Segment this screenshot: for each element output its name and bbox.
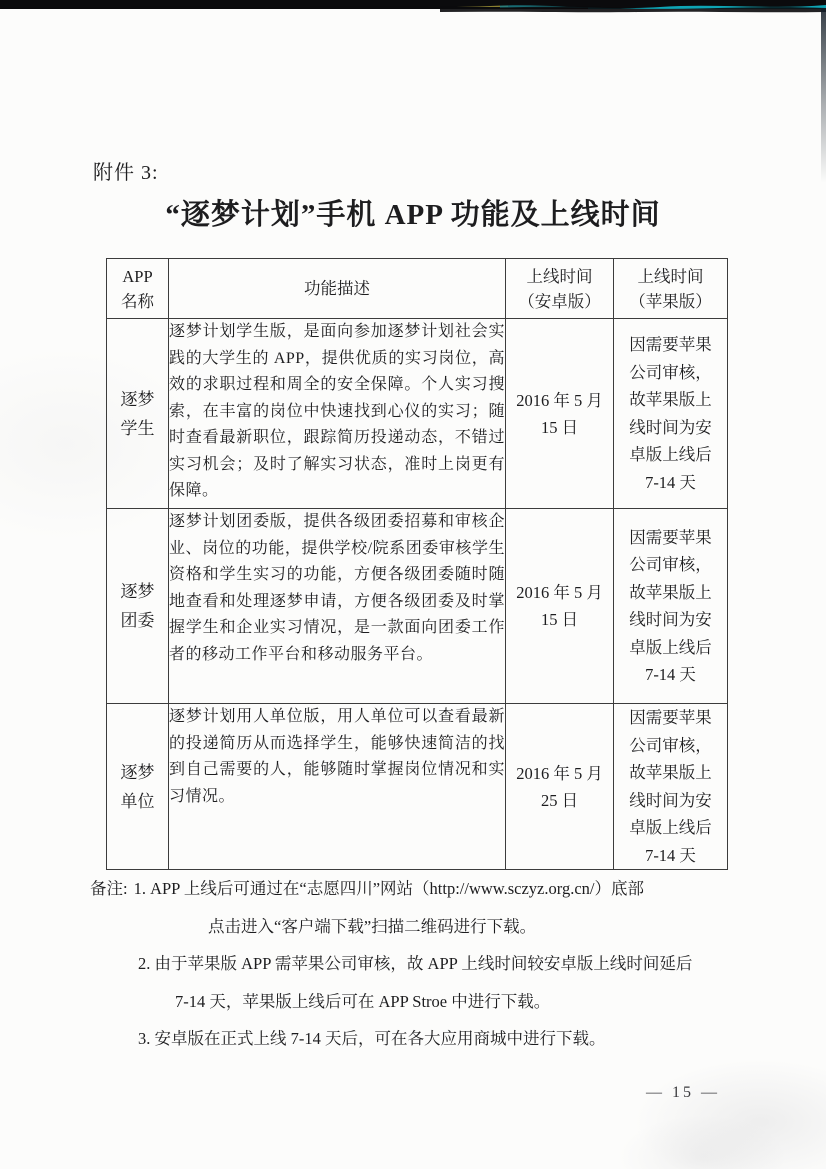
table-header-row bbox=[107, 259, 728, 319]
ios-note-line: 卓版上线后 bbox=[629, 818, 712, 837]
note-line-2: 点击进入“客户端下载”扫描二维码进行下载。 bbox=[208, 916, 537, 936]
description-cell: 逐梦计划学生版，是面向参加逐梦计划社会实践的大学生的 APP，提供优质的实习岗位，高效的求职过程和周全的安全保障。个人实习搜索，在丰富的岗位中快速找到心仪的实习；随时查看最新职位，跟踪简历投递动态，不错过实习机会；及时了解实习状态，准时上岗更有保障。 bbox=[169, 319, 506, 509]
ios-note-line: 7-14 天 bbox=[645, 665, 696, 684]
ios-note-line: 线时间为安 bbox=[629, 417, 712, 437]
app-name-cell bbox=[107, 509, 169, 704]
ios-note-cell bbox=[614, 509, 728, 704]
ios-note-line: 因需要苹果 bbox=[629, 335, 712, 354]
app-name-line2: 学生 bbox=[120, 418, 155, 438]
android-date-cell bbox=[506, 509, 614, 704]
header-android-launch bbox=[506, 259, 614, 319]
note-line-4: 7-14 天，苹果版上线后可在 APP Stroe 中进行下载。 bbox=[175, 991, 551, 1011]
description-cell: 逐梦计划用人单位版，用人单位可以查看最新的投递简历从而选择学生，能够快速简洁的找到自己需要的人，能够随时掌握岗位情况和实习情况。 bbox=[169, 704, 506, 870]
app-name-line1: 逐梦 bbox=[120, 762, 155, 782]
android-date-line1: 2016 年 5 月 bbox=[516, 763, 603, 783]
ios-note-line: 公司审核， bbox=[629, 735, 712, 755]
page-number: — 15 — bbox=[646, 1084, 720, 1101]
ios-note-line: 线时间为安 bbox=[629, 790, 712, 810]
note-line-5: 3. 安卓版在正式上线 7-14 天后，可在各大应用商城中进行下载。 bbox=[138, 1029, 606, 1048]
android-date-cell bbox=[506, 319, 614, 509]
ios-note-line: 故苹果版上 bbox=[629, 390, 712, 409]
ios-note-line: 公司审核， bbox=[629, 362, 712, 382]
header-app-name-line1: APP bbox=[122, 266, 153, 286]
scan-artifact-right-edge bbox=[821, 8, 826, 183]
ios-note-line: 卓版上线后 bbox=[629, 637, 712, 657]
scan-artifact-top-band bbox=[0, 0, 826, 14]
ios-note-line: 公司审核， bbox=[629, 555, 712, 574]
ios-note-line: 7-14 天 bbox=[645, 845, 696, 865]
header-ios-line1: 上线时间 bbox=[637, 266, 704, 286]
ios-note-line: 故苹果版上 bbox=[629, 763, 712, 782]
app-name-cell bbox=[107, 704, 169, 870]
header-android-line1: 上线时间 bbox=[526, 266, 593, 286]
header-android-line2: （安卓版） bbox=[518, 291, 601, 311]
android-date-line2: 15 日 bbox=[540, 417, 579, 437]
notes-label: 备注: bbox=[90, 879, 128, 898]
app-name-cell bbox=[107, 319, 169, 509]
app-schedule-table bbox=[106, 258, 728, 870]
ios-note-line: 故苹果版上 bbox=[629, 582, 712, 602]
ios-note-line: 线时间为安 bbox=[629, 610, 712, 629]
app-name-line1: 逐梦 bbox=[120, 582, 155, 601]
header-app-name bbox=[107, 259, 169, 319]
header-description: 功能描述 bbox=[169, 259, 506, 319]
header-ios-line2: （苹果版） bbox=[629, 291, 712, 311]
table-row bbox=[107, 704, 728, 870]
android-date-line2: 15 日 bbox=[540, 610, 579, 629]
app-name-line1: 逐梦 bbox=[120, 389, 155, 409]
page-title: “逐梦计划”手机 APP 功能及上线时间 bbox=[165, 199, 661, 231]
note-line-3: 2. 由于苹果版 APP 需苹果公司审核，故 APP 上线时间较安卓版上线时间延后 bbox=[138, 954, 693, 973]
ios-note-cell bbox=[614, 704, 728, 870]
android-date-line2: 25 日 bbox=[540, 790, 579, 810]
ios-note-cell bbox=[614, 319, 728, 509]
ios-note-line: 卓版上线后 bbox=[629, 445, 712, 464]
header-ios-launch bbox=[614, 259, 728, 319]
description-cell: 逐梦计划团委版，提供各级团委招募和审核企业、岗位的功能，提供学校/院系团委审核学生资格和学生实习的功能，方便各级团委随时随地查看和处理逐梦申请，方便各级团委及时掌握学生和企业实习情况，是一款面向团委工作者的移动工作平台和移动服务平台。 bbox=[169, 509, 506, 704]
attachment-label: 附件 3: bbox=[93, 162, 159, 184]
ios-note-line: 因需要苹果 bbox=[629, 708, 712, 727]
ios-note-line: 因需要苹果 bbox=[629, 527, 712, 547]
table-row bbox=[107, 319, 728, 509]
android-date-cell bbox=[506, 704, 614, 870]
android-date-line1: 2016 年 5 月 bbox=[516, 583, 603, 602]
app-name-line2: 团委 bbox=[120, 611, 155, 630]
app-name-line2: 单位 bbox=[120, 791, 155, 811]
note-line-1 bbox=[90, 870, 762, 908]
table-row bbox=[107, 509, 728, 704]
android-date-line1: 2016 年 5 月 bbox=[516, 390, 603, 410]
header-app-name-line2: 名称 bbox=[121, 291, 154, 311]
footnotes bbox=[90, 870, 762, 1058]
ios-note-line: 7-14 天 bbox=[645, 472, 696, 492]
note-text: 1. APP 上线后可通过在“志愿四川”网站（http://www.sczyz.org.cn/）底部 bbox=[133, 879, 644, 898]
